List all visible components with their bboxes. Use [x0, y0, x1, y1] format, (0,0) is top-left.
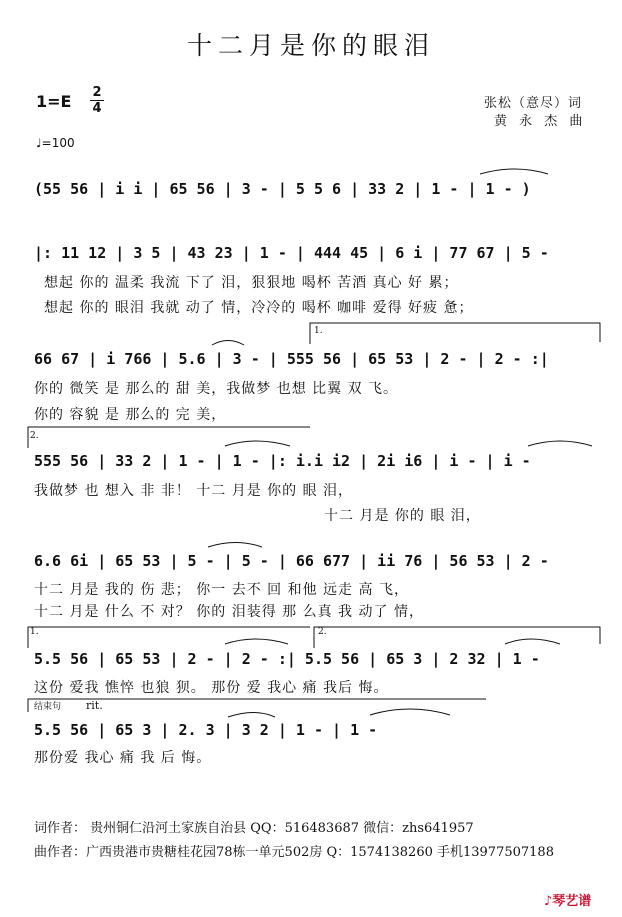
notation-system-1: (55 56 | i i | 65 56 | 3 - | 5 5 6 | 33 2 | 1 - | 1 - ) [34, 180, 531, 198]
lyric-system-5-verse-2: 十二 月是 什么 不 对？ 你的 泪装得 那 么真 我 动了 情， [34, 604, 424, 620]
volta-1b-label: 1. [30, 627, 39, 637]
time-sig-bottom: 4 [92, 101, 102, 116]
rit-marking: rit. [86, 699, 103, 712]
lyric-system-4-verse-2: 十二 月是 你的 眼 泪， [324, 508, 481, 524]
slur-system-7a [228, 713, 275, 718]
lyricist-credit: 张松（意尽）词 [484, 96, 583, 111]
lyric-system-4-verse-1: 我做梦 也 想入 非 非！ 十二 月是 你的 眼 泪， [34, 483, 354, 499]
slur-system-3 [212, 341, 244, 346]
volta-1-label: 1. [314, 326, 323, 336]
volta-1-bracket [310, 323, 600, 344]
slur-system-6b [505, 639, 560, 644]
lyric-system-7: 那份爱 我心 痛 我 后 悔。 [34, 750, 212, 766]
notation-system-3: 66 67 | i 766 | 5.6 | 3 - | 555 56 | 65 53 | 2 - | 2 - :| [34, 350, 549, 368]
music-note-icon: ♪ [544, 894, 553, 909]
lyric-system-5-verse-1: 十二 月是 我的 伤 悲； 你一 去不 回 和他 远走 高 飞， [34, 582, 409, 598]
slur-system-6a [225, 639, 288, 644]
notation-system-7: 5.5 56 | 65 3 | 2. 3 | 3 2 | 1 - | 1 - [34, 721, 378, 739]
lyric-system-2-verse-1: 想起 你的 温柔 我流 下了 泪，狠狠地 喝杯 苦酒 真心 好 累； [44, 275, 459, 291]
notation-system-6: 5.5 56 | 65 53 | 2 - | 2 - :| 5.5 56 | 65 3 | 2 32 | 1 - [34, 650, 540, 668]
lyric-system-6: 这份 爱我 憔悴 也狼 狈。 那份 爱 我心 痛 我后 悔。 [34, 680, 389, 696]
coda-label: 结束句 [34, 702, 62, 712]
lyric-system-2-verse-2: 想起 你的 眼泪 我就 动了 情，冷冷的 喝杯 咖啡 爱得 好疲 惫； [44, 300, 474, 316]
volta-2-bracket [28, 427, 310, 448]
slur-system-7b [370, 709, 450, 715]
slur-system-4b [528, 441, 592, 446]
slur-system-5a [208, 543, 262, 548]
volta-1b-bracket [28, 627, 310, 648]
song-title: 十二月是你的眼泪 [186, 31, 435, 60]
logo-text: 琴艺谱 [552, 894, 592, 909]
footer-composer-info: 曲作者：广西贵港市贵糖桂花园78栋一单元502房 Q：1574138260 手机13977507188 [34, 845, 554, 860]
key-signature: 1=E [36, 92, 72, 111]
slur-system-4a [225, 441, 290, 446]
lyric-system-3-verse-2: 你的 容貌 是 那么的 完 美， [34, 407, 227, 423]
volta-2b-bracket [314, 627, 600, 648]
tempo-marking: ♩=100 [36, 136, 75, 150]
lyric-system-3-verse-1: 你的 微笑 是 那么的 甜 美，我做梦 也想 比翼 双 飞。 [34, 381, 399, 397]
footer-lyricist-info: 词作者： 贵州铜仁沿河土家族自治县 QQ：516483687 微信：zhs641957 [34, 821, 474, 836]
time-sig-top: 2 [92, 85, 102, 100]
notation-system-4: 555 56 | 33 2 | 1 - | 1 - |: i.i i2 | 2i i6 | i - | i - [34, 452, 531, 470]
site-logo [544, 890, 591, 909]
notation-system-5: 6.6 6i | 65 53 | 5 - | 5 - | 66 677 | ii 76 | 56 53 | 2 - [34, 552, 549, 570]
notation-system-2: |: 11 12 | 3 5 | 43 23 | 1 - | 444 45 | 6 i | 77 67 | 5 - [34, 244, 549, 262]
composer-credit: 黄 永 杰 曲 [494, 114, 584, 129]
volta-2b-label: 2. [318, 627, 327, 637]
volta-2-label: 2. [30, 431, 39, 441]
tie-system-1 [480, 169, 548, 174]
coda-bracket [28, 699, 486, 712]
